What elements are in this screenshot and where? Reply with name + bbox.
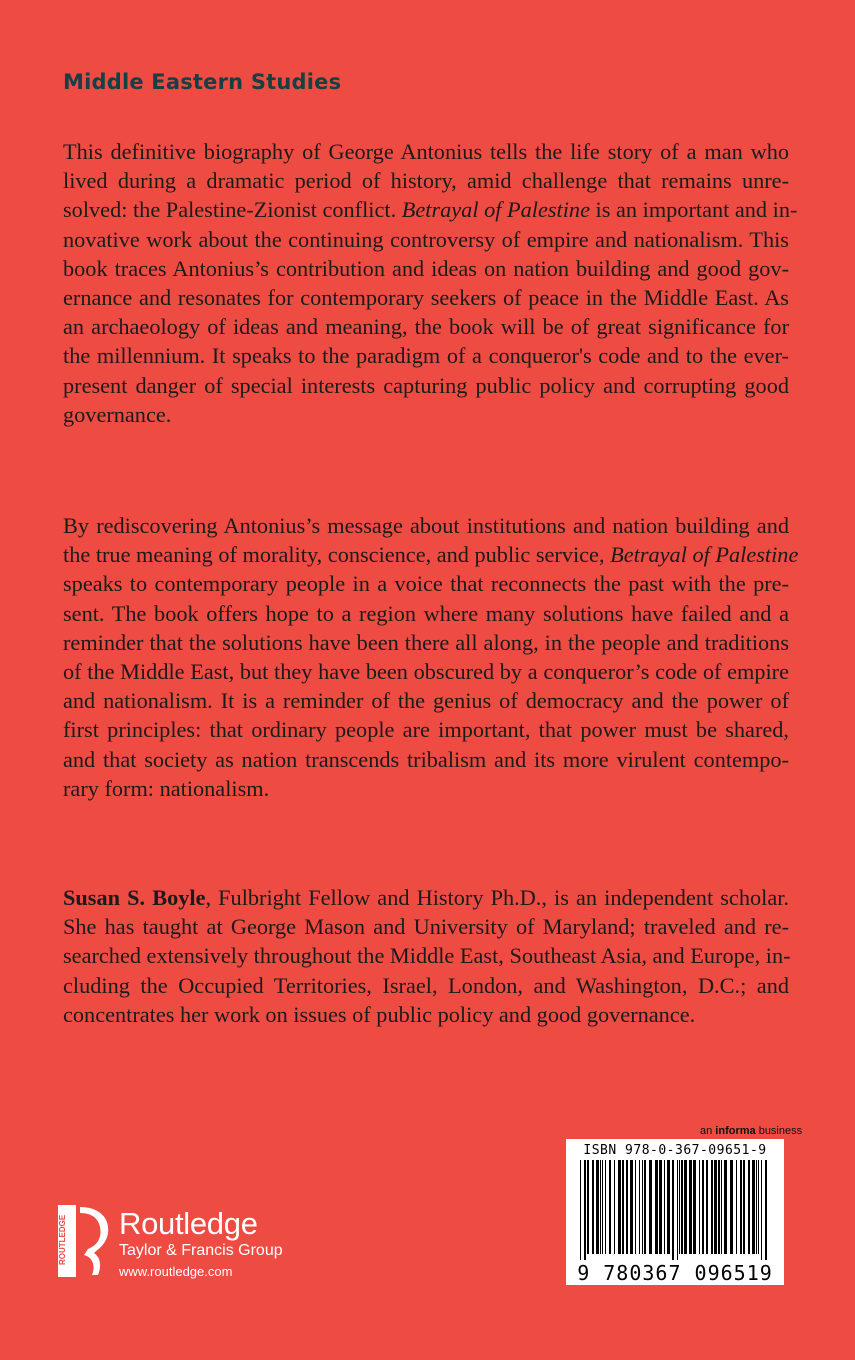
text-line: and that society as nation transcends tribalism and its more virulent contempo- [63,746,789,772]
barcode-bar [644,1160,646,1254]
barcode-bar [614,1160,615,1254]
isbn-barcode [566,1139,784,1285]
text-line: governance. [63,401,172,427]
isbn-label: ISBN 978-0-367-09651-9 [583,1143,767,1158]
author-bio-paragraph [63,883,789,1029]
text-line: By rediscovering Antonius’s message about institutions and nation building and [63,513,789,538]
text-line: cluding the Occupied Territories, Israel, London, and Washington, D.C.; and [63,972,789,998]
text-line: searched extensively throughout the Middle East, Southeast Asia, and Europe, in- [63,943,791,969]
barcode-bar [761,1160,762,1260]
barcode-bar [639,1160,640,1254]
text-line: sent. The book offers hope to a region where many solutions have failed and a [63,600,789,626]
barcode-bar [706,1160,708,1254]
barcode-bar [684,1160,687,1254]
text-line: rary form: nationalism. [63,775,270,801]
barcode-bars [578,1160,772,1260]
informa-suffix: business [755,1125,803,1137]
book-title: Betrayal of Palestine [610,542,799,568]
barcode-bar [659,1160,662,1254]
barcode-bar [721,1160,722,1254]
barcode-bar [681,1160,683,1254]
text-line: book traces Antonius’s contribution and ideas on nation building and good gov- [63,255,789,281]
series-title: Middle Eastern Studies [63,70,342,94]
author-name: Susan S. Boyle [63,885,206,910]
barcode-bar [618,1160,621,1254]
barcode-bar [602,1160,603,1254]
text-line: She has taught at George Mason and University of Maryland; traveled and re- [63,914,789,940]
text-line: solved: the Palestine-Zionist conflict. Betrayal of Palestine is an important and in- [63,197,798,223]
description-paragraph [63,137,798,429]
barcode-bar [630,1160,633,1254]
barcode-bar [642,1160,643,1254]
barcode-bar [740,1160,742,1254]
text-line: the true meaning of morality, conscience, and public service, Betrayal of Palestine [63,542,799,568]
barcode-bar [605,1160,606,1254]
barcode-bar [730,1160,733,1254]
barcode-bar [672,1160,674,1260]
barcode-bar [600,1160,601,1254]
barcode-number: 9 780367 096519 [577,1261,773,1285]
barcode-bar [596,1160,599,1254]
barcode-bar [667,1160,670,1254]
barcode-bar [743,1160,745,1254]
barcode-bar [592,1160,594,1254]
barcode-bar [724,1160,727,1254]
text-line: This definitive biography of George Antonius tells the life story of a man who [63,139,789,164]
barcode-bar [677,1160,678,1260]
text-line: and nationalism. It is a reminder of the genius of democracy and the power of [63,688,789,714]
routledge-vertical-brand: ROUTLEDGE [58,1214,67,1266]
book-title: Betrayal of Palestine [401,197,590,223]
text-line: an archaeology of ideas and meaning, the book will be of great significance for [63,314,789,340]
informa-bold: informa [715,1125,756,1137]
barcode-bar [679,1160,680,1254]
text-line: ernance and resonates for contemporary seekers of peace in the Middle East. As [63,285,789,311]
message-paragraph [63,511,799,803]
barcode-bar [702,1160,704,1254]
publisher-url: www.routledge.com [119,1264,233,1279]
barcode-bar [626,1160,628,1254]
barcode-bar [748,1160,750,1254]
barcode-bar [655,1160,658,1254]
text-line: present danger of special interests capturing public policy and corrupting good [63,372,789,398]
text-line: speaks to contemporary people in a voice that reconnects the past with the pre- [63,571,789,597]
barcode-bar [693,1160,696,1254]
barcode-bar [609,1160,611,1254]
barcode-bar [765,1160,767,1260]
informa-prefix: an [700,1125,716,1137]
text-line: novative work about the continuing controversy of empire and nationalism. This [63,226,789,252]
barcode-bar [664,1160,665,1254]
barcode-bar [758,1160,759,1254]
barcode-bar [736,1160,737,1254]
barcode-bar [699,1160,700,1254]
text-line: concentrates her work on issues of public policy and good governance. [63,1001,696,1027]
publisher-block [119,1207,283,1281]
barcode-bar [587,1160,589,1254]
publisher-group: Taylor & Francis Group [119,1242,283,1259]
text-line: first principles: that ordinary people are important, that power must be shared, [63,717,789,743]
barcode-bar [649,1160,652,1254]
barcode-bar [718,1160,720,1254]
barcode-bar [711,1160,713,1254]
barcode-bar [689,1160,692,1254]
text-line: reminder that the solutions have been there all along, in the people and traditions [63,629,789,655]
barcode-bar [635,1160,636,1254]
barcode-bar [756,1160,757,1254]
barcode-bar [752,1160,755,1254]
text-line: lived during a dramatic period of history, amid challenge that remains unre- [63,168,789,194]
informa-tagline [700,1125,802,1137]
barcode-bar [584,1160,586,1260]
barcode-bar [714,1160,717,1254]
text-line: of the Middle East, but they have been obscured by a conqueror’s code of empire [63,659,789,685]
text-line: the millennium. It speaks to the paradigm of a conqueror's code and to the ever- [63,343,789,369]
barcode-bar [580,1160,581,1260]
barcode-bar [622,1160,624,1254]
publisher-name: Routledge [119,1206,258,1241]
text-line: Susan S. Boyle, Fulbright Fellow and History Ph.D., is an independent scholar. [63,885,789,910]
